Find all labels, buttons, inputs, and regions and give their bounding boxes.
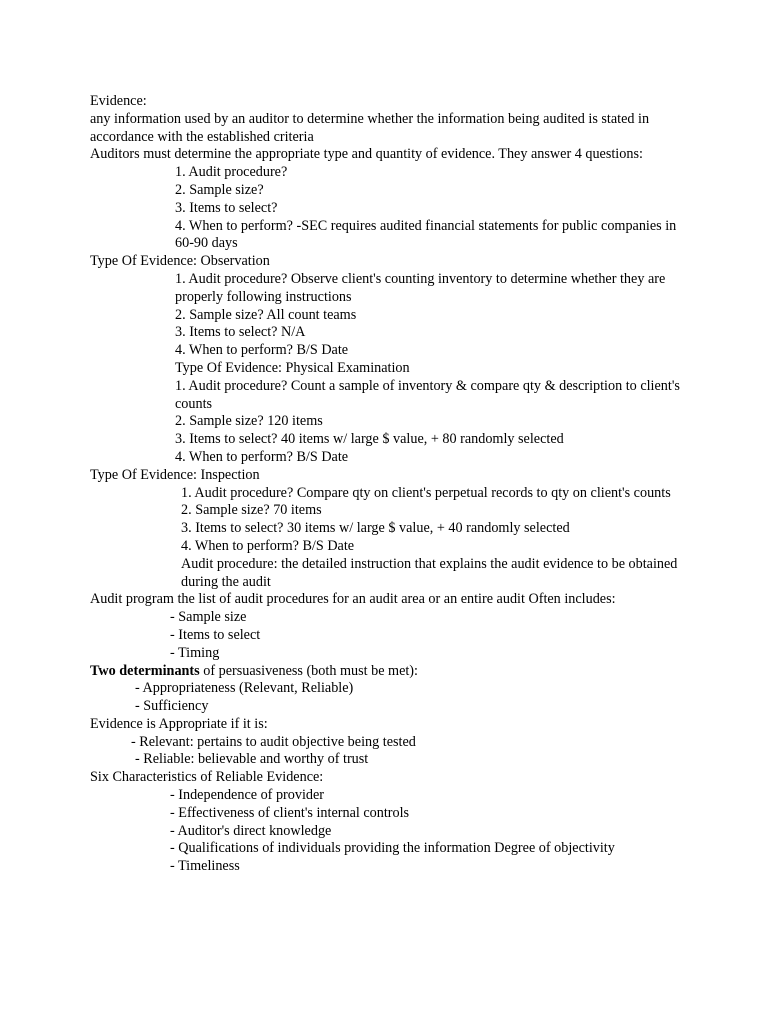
reliable-item: - Effectiveness of client's internal controls bbox=[170, 804, 410, 821]
reliable-item: - Qualifications of individuals providing the information Degree of objectivity bbox=[170, 840, 615, 857]
determinant-item: - Sufficiency bbox=[135, 698, 209, 715]
question-item: 2. Sample size? bbox=[175, 181, 264, 198]
evidence-definition: any information used by an auditor to determine whether the information being audited is stated in accordance with the established criteria bbox=[90, 110, 650, 145]
inspection-item: 3. Items to select? 30 items w/ large $ value, + 40 randomly selected bbox=[181, 520, 570, 537]
evidence-heading: Evidence: bbox=[90, 93, 147, 109]
determinants-line bbox=[90, 663, 690, 681]
inspection-item: 2. Sample size? 70 items bbox=[181, 502, 322, 519]
question-item: 4. When to perform? -SEC requires audited financial statements for public companies in 60-90 days bbox=[175, 217, 677, 252]
observation-item: 3. Items to select? N/A bbox=[175, 324, 306, 341]
document-page bbox=[90, 93, 690, 876]
physical-exam-item: 1. Audit procedure? Count a sample of inventory & compare qty & description to client's counts bbox=[175, 377, 680, 412]
questions-intro: Auditors must determine the appropriate type and quantity of evidence. They answer 4 questions: bbox=[90, 146, 643, 163]
inspection-item: 1. Audit procedure? Compare qty on client's perpetual records to qty on client's counts bbox=[181, 484, 671, 501]
determinants-rest-text: of persuasiveness (both must be met): bbox=[199, 662, 418, 679]
appropriate-heading: Evidence is Appropriate if it is: bbox=[90, 715, 268, 732]
observation-item: 1. Audit procedure? Observe client's counting inventory to determine whether they are properly following instructions bbox=[175, 270, 666, 305]
appropriate-item: - Reliable: believable and worthy of trust bbox=[135, 751, 369, 768]
audit-program-item: - Items to select bbox=[170, 626, 261, 643]
audit-program-item: - Sample size bbox=[170, 609, 247, 626]
inspection-heading: Type Of Evidence: Inspection bbox=[90, 466, 260, 483]
appropriate-item: - Relevant: pertains to audit objective being tested bbox=[131, 733, 416, 750]
observation-heading: Type Of Evidence: Observation bbox=[90, 253, 270, 270]
question-item: 3. Items to select? bbox=[175, 199, 278, 216]
physical-exam-item: 2. Sample size? 120 items bbox=[175, 413, 323, 430]
inspection-item: 4. When to perform? B/S Date bbox=[181, 537, 355, 554]
audit-program-intro: Audit program the list of audit procedures for an audit area or an entire audit Often includes: bbox=[90, 591, 616, 608]
observation-item: 2. Sample size? All count teams bbox=[175, 306, 357, 323]
reliable-item: - Independence of provider bbox=[170, 787, 325, 804]
question-item: 1. Audit procedure? bbox=[175, 164, 288, 181]
observation-item: 4. When to perform? B/S Date bbox=[175, 342, 349, 359]
reliable-heading: Six Characteristics of Reliable Evidence: bbox=[90, 769, 324, 786]
audit-program-item: - Timing bbox=[170, 644, 220, 661]
determinant-item: - Appropriateness (Relevant, Reliable) bbox=[135, 680, 354, 697]
reliable-item: - Timeliness bbox=[170, 858, 240, 875]
reliable-item: - Auditor's direct knowledge bbox=[170, 822, 332, 839]
physical-exam-heading: Type Of Evidence: Physical Examination bbox=[175, 359, 410, 376]
determinants-bold-text: Two determinants bbox=[90, 662, 200, 679]
audit-procedure-definition: Audit procedure: the detailed instruction that explains the audit evidence to be obtained during the audit bbox=[181, 555, 678, 590]
physical-exam-item: 3. Items to select? 40 items w/ large $ value, + 80 randomly selected bbox=[175, 431, 564, 448]
physical-exam-item: 4. When to perform? B/S Date bbox=[175, 448, 349, 465]
